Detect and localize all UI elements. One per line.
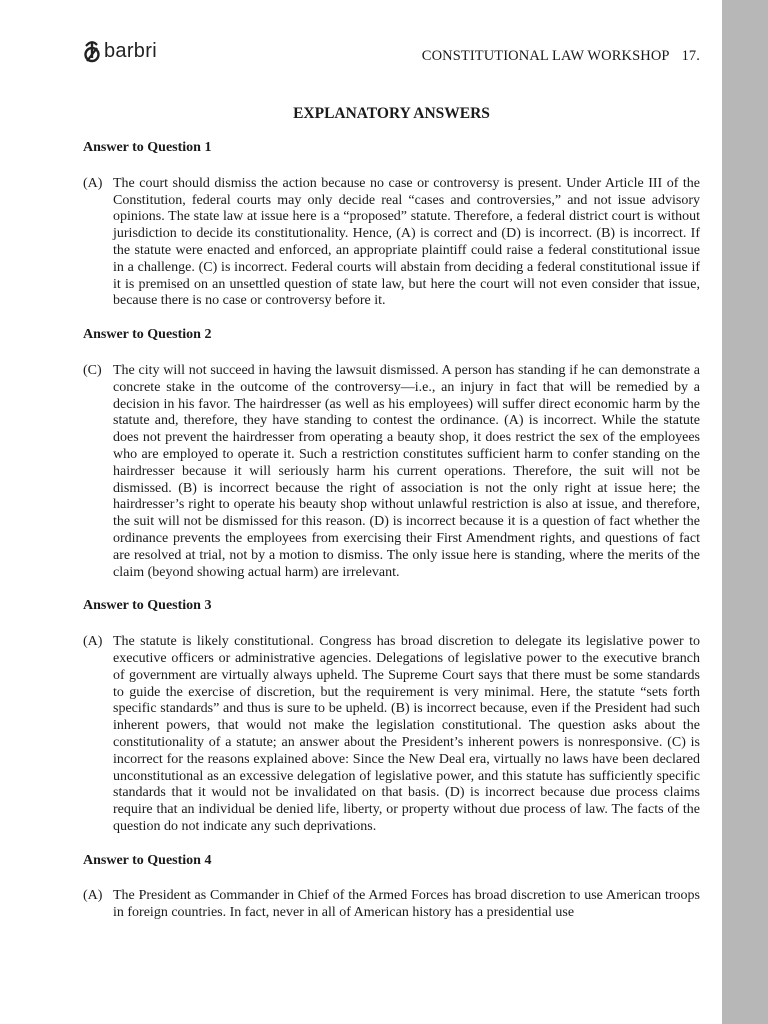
answer-heading: Answer to Question 4 [83, 852, 212, 868]
answer-letter: (A) [83, 634, 103, 650]
answer-heading: Answer to Question 3 [83, 598, 212, 614]
answer-block-4 [83, 853, 700, 922]
answer-heading: Answer to Question 2 [83, 327, 212, 343]
answer-block-1 [83, 140, 700, 310]
answer-text: The court should dismiss the action because no case or controversy is present. Under Article III of the Constitution, federal courts may only decide real “cases and controversies,” and not issue advisory opinions. The state law at issue here is a “proposed” statute. Therefore, a federal district court is without jurisdiction to decide its constitutionality. Hence, (A) is correct and (D) is incorrect. (B) is incorrect. If the statute were enacted and enforced, an appropriate plaintiff could raise a federal constitutional issue in a challenge. (C) is incorrect. Federal courts will abstain from deciding a federal constitutional issue if it is premised on an unsettled question of state law, but here the court will not even consider that issue, because there is no case or controversy before it. [113, 175, 700, 309]
answers-section [83, 140, 700, 939]
answer-paragraph [83, 363, 700, 581]
barbri-logo [83, 40, 157, 64]
logo-wordmark: barbri [104, 39, 157, 62]
page-number: 17. [681, 48, 700, 64]
page-header [83, 40, 700, 74]
answer-block-2 [83, 327, 700, 581]
running-head-title: CONSTITUTIONAL LAW WORKSHOP [421, 48, 670, 64]
running-head [422, 48, 700, 65]
answer-paragraph [83, 888, 700, 922]
answer-block-3 [83, 598, 700, 835]
answer-paragraph [83, 176, 700, 310]
page-edge-margin [722, 0, 768, 1024]
answer-text: The President as Commander in Chief of the Armed Forces has broad discretion to use American troops in foreign countries. In fact, never in all of American history has a presidential use [113, 888, 700, 921]
answer-letter: (A) [83, 175, 103, 191]
answer-letter: (C) [83, 362, 102, 378]
answer-text: The statute is likely constitutional. Congress has broad discretion to delegate its legislative power to executive officers or administrative agencies. Delegations of legislative power to the executive branch of government are virtually always upheld. The Supreme Court says that there must be some standards to guide the exercise of discretion, but the requirement is very minimal. Here, the statute “sets forth specific standards” and thus is sure to be upheld. (B) is incorrect because, even if the President had such inherent powers, that would not make the legislation constitutional. The question asks about the constitutionality of a statute; an answer about the President’s inherent powers is nonresponsive. (C) is incorrect for the reasons explained above: Since the New Deal era, virtually no laws have been declared unconstitutional as an excessive delegation of legislative power, and this statute has sufficiently specific standards that it would not be invalidated on that basis. (D) is incorrect because due process claims require that an individual be denied life, liberty, or property without due process of law. The facts of the question do not indicate any such deprivations. [113, 634, 700, 834]
answer-text: The city will not succeed in having the lawsuit dismissed. A person has standing if he can demonstrate a concrete stake in the outcome of the controversy—i.e., an injury in fact that will be remedied by a decision in his favor. The hairdresser (as well as his employees) will suffer direct economic harm by the statute and, therefore, they have standing to contest the ordinance. (A) is incorrect. While the statute does not prevent the hairdresser from operating a beauty shop, it does restrict the sex of the employees who are employed to operate it. Such a restriction constitutes sufficient harm to confer standing on the hairdresser because it will seriously harm his current operations. Therefore, the suit will not be dismissed. (B) is incorrect because the right of association is not the only right at issue here; the hairdresser’s right to operate his beauty shop without unlawful restriction is also at issue, and therefore, the suit will not be dismissed for this reason. (D) is incorrect because it is a question of fact whether the ordinance prevents the employees from exercising their First Amendment rights, and questions of fact are resolved at trial, not by a motion to dismiss. The only issue here is standing, where the merits of the claim (beyond showing actual harm) are irrelevant. [113, 362, 700, 580]
answer-heading: Answer to Question 1 [83, 140, 212, 155]
barbri-mark-icon [83, 40, 101, 64]
answer-paragraph [83, 634, 700, 836]
answer-letter: (A) [83, 888, 103, 904]
page-title: EXPLANATORY ANSWERS [293, 105, 490, 122]
